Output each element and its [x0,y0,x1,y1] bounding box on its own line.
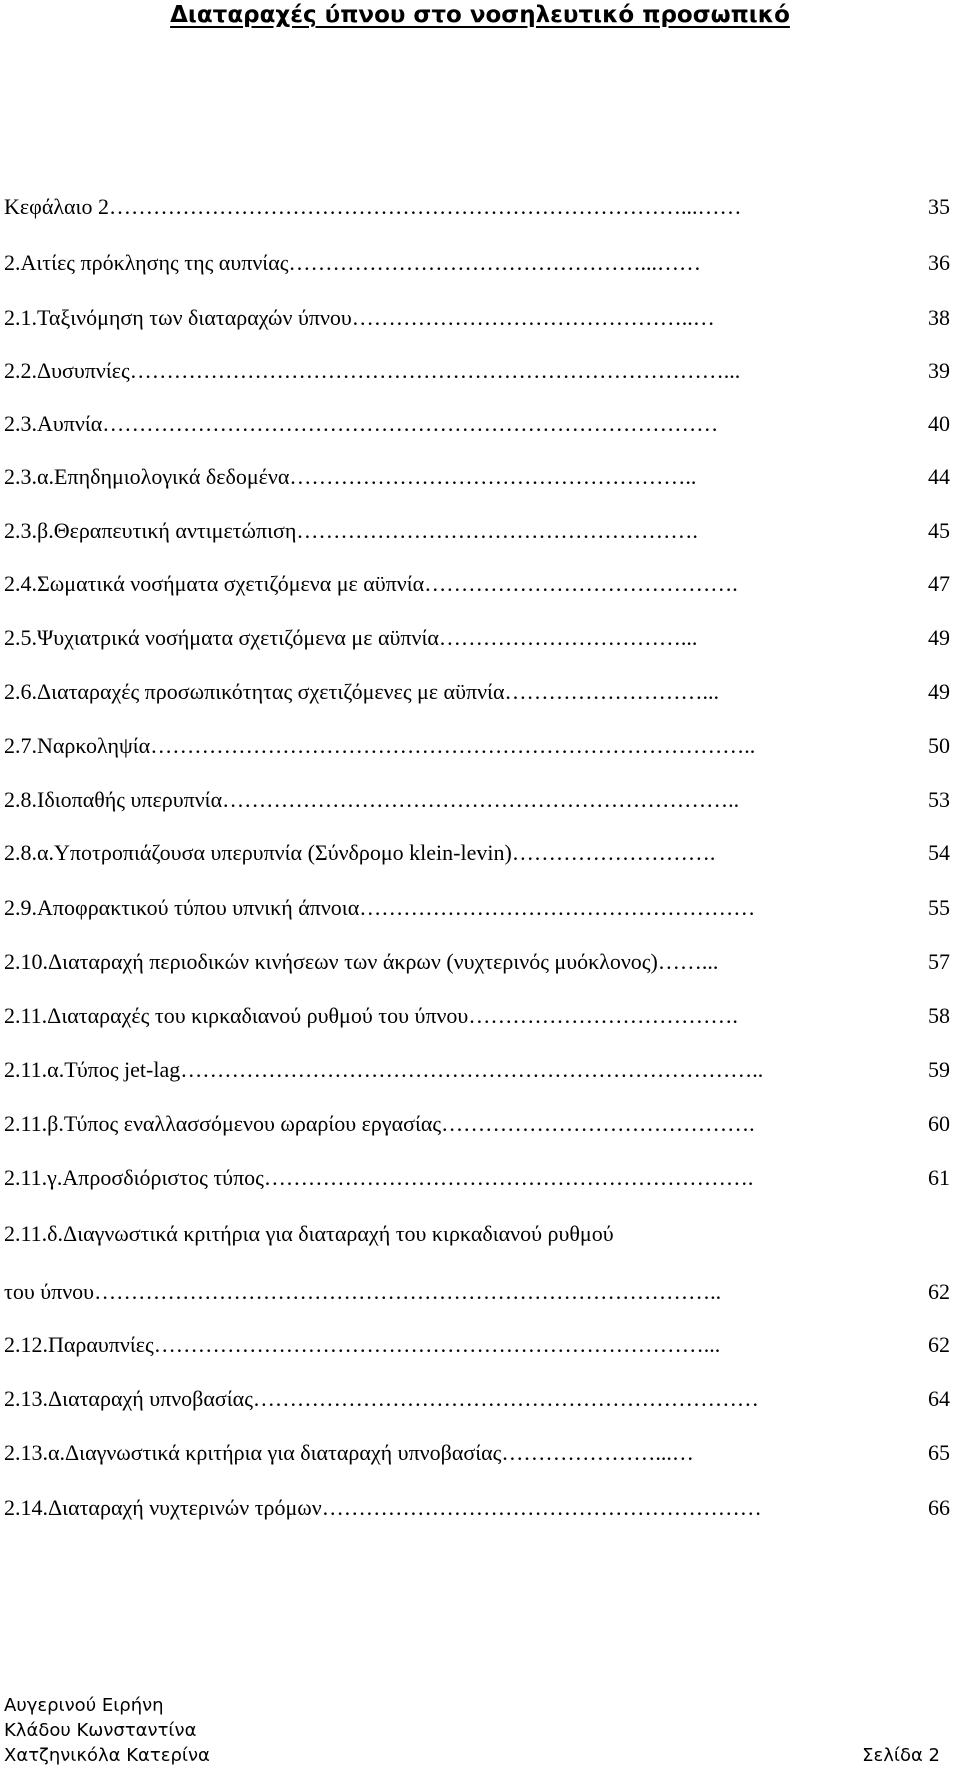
toc-entry [4,350,950,384]
toc-entry [4,1378,950,1412]
toc-entry-title: 2.11.Διαταραχές του κιρκαδιανού ρυθμού του ύπνου [4,1003,469,1028]
toc-entry-leader: …………………...… [501,1440,694,1465]
toc-entry-leader: ……………………………………………………………………….. [150,733,756,758]
toc-entry-page-number: 49 [928,679,950,704]
toc-entry [4,671,950,705]
toc-entry [4,186,950,220]
toc-entry-page-number: 62 [928,1332,950,1357]
toc-entry [4,1157,950,1191]
toc-entry-page-number: 55 [928,895,950,920]
toc-entry-title: 2.13.Διαταραχή υπνοβασίας [4,1386,253,1411]
toc-entry-page-number: 65 [928,1440,950,1465]
toc-entry-title: 2.2.Δυσυπνίες [4,358,130,383]
toc-entry-leader: ……………………………………. [424,571,738,596]
toc-entry-leader: …………………………………………………………… [252,1386,759,1411]
toc-entry-title: 2.8.α.Υποτροπιάζουσα υπερυπνία (Σύνδρομο klein-levin) [4,840,512,865]
toc-entry-leader: ………………………………………………………………………….. [94,1279,722,1304]
toc-entry-page-number: 62 [928,1279,950,1304]
toc-entry-leader: …………………………………………...…… [288,250,701,275]
toc-entry [4,403,950,437]
toc-entry [4,456,950,490]
toc-entry-title: 2.3.α.Επηδημιολογικά δεδομένα [4,464,290,489]
toc-entry-title: 2.11.β.Τύπος εναλλασσόμενου ωραρίου εργασίας [4,1111,442,1136]
toc-entry-page-number: 60 [928,1111,950,1136]
toc-entry-leader: ………………………………………..… [351,305,715,330]
toc-entry [4,725,950,759]
toc-entry [4,779,950,813]
toc-entry-leader: ……………………………………………… [359,895,756,920]
toc-entry-title: 2.6.Διαταραχές προσωπικότητας σχετιζόμενες με αϋπνία [4,679,505,704]
toc-entry-title: 2.9.Αποφρακτικού τύπου υπνική άπνοια [4,895,360,920]
toc-entry [4,1213,614,1247]
toc-entry-page-number: 47 [928,571,950,596]
toc-entry-leader: ……... [657,949,719,974]
page-footer [4,1693,940,1768]
toc-entry-title: 2.10.Διαταραχή περιοδικών κινήσεων των άκρων (νυχτερινός μυόκλονος) [4,949,658,974]
toc-entry [4,1271,950,1305]
toc-entry-title: 2.3.β.Θεραπευτική αντιμετώπιση [4,518,297,543]
toc-entry [4,832,950,866]
toc-entry-title: 2.3.Αυπνία [4,411,103,436]
toc-entry-leader: ……………………………………………….. [289,464,697,489]
toc-entry [4,1432,950,1466]
toc-entry-leader: …………………………………………………………………….. [180,1057,764,1082]
toc-entry [4,1487,950,1521]
toc-entry [4,617,950,651]
toc-entry-leader: ………………………………. [468,1003,738,1028]
toc-entry-page-number: 59 [928,1057,950,1082]
toc-entry-title: 2.14.Διαταραχή νυχτερινών τρόμων [4,1495,322,1520]
footer-author-2: Κλάδου Κωνσταντίνα [4,1720,197,1741]
toc-entry [4,297,950,331]
toc-entry-title: 2.7.Ναρκοληψία [4,733,151,758]
toc-entry-leader: …………………………………………………………. [263,1165,754,1190]
toc-entry-leader: ……………………………………. [441,1111,755,1136]
toc-entry-page-number: 50 [928,733,950,758]
toc-entry-page-number: 58 [928,1003,950,1028]
toc-entry-page-number: 44 [928,464,950,489]
toc-entry-title: 2.13.α.Διαγνωστικά κριτήρια για διαταραχή υπνοβασίας [4,1440,502,1465]
toc-entry-leader: ………………………………………………. [296,518,698,543]
toc-entry-page-number: 53 [928,787,950,812]
footer-author-1: Αυγερινού Ειρήνη [4,1695,164,1716]
toc-entry-page-number: 35 [928,194,950,219]
toc-entry [4,242,950,276]
toc-entry-leader: ……………………………………………………………………...…… [108,194,742,219]
toc-entry [4,941,950,975]
toc-entry-title: 2.1.Ταξινόμηση των διαταραχών ύπνου [4,305,352,330]
toc-entry-page-number: 61 [928,1165,950,1190]
toc-entry-page-number: 64 [928,1386,950,1411]
toc-entry-page-number: 36 [928,250,950,275]
toc-entry-leader: ………………………………………………………………………… [102,411,719,436]
toc-entry [4,995,950,1029]
toc-entry-page-number: 45 [928,518,950,543]
toc-entry-leader: ………………………. [511,840,716,865]
toc-entry-title: 2.5.Ψυχιατρικά νοσήματα σχετιζόμενα με αϋπνία [4,625,439,650]
toc-entry-page-number: 38 [928,305,950,330]
toc-entry-title: 2.11.α.Τύπος jet-lag [4,1057,181,1082]
toc-entry-title: 2.Αιτίες πρόκλησης της αυπνίας [4,250,289,275]
toc-entry [4,1324,950,1358]
toc-entry-page-number: 54 [928,840,950,865]
toc-entry [4,510,950,544]
toc-entry-leader: ……………………………... [438,625,698,650]
toc-entry-title: 2.12.Παραυπνίες [4,1332,154,1357]
footer-page-number: Σελίδα 2 [862,1745,940,1766]
footer-author-3: Χατζηνικόλα Κατερίνα [4,1745,210,1766]
toc-entry-page-number: 49 [928,625,950,650]
toc-entry [4,563,950,597]
toc-entry-leader: …………………………………………………………….. [222,787,740,812]
toc-entry-title: 2.4.Σωματικά νοσήματα σχετιζόμενα με αϋπνία [4,571,425,596]
toc-entry-page-number: 39 [928,358,950,383]
toc-entry-title: 2.11.γ.Απροσδιόριστος τύπος [4,1165,264,1190]
toc-entry-leader: ………………………... [504,679,719,704]
toc-entry [4,887,950,921]
page-title: Διαταραχές ύπνου στο νοσηλευτικό προσωπικό [170,2,790,28]
toc-entry-leader: …………………………………………………………………... [153,1332,721,1357]
toc-entry-leader: …………………………………………………… [321,1495,762,1520]
toc-entry-title: Κεφάλαιο 2 [4,194,109,219]
toc-entry-title: 2.8.Ιδιοπαθής υπερυπνία [4,787,223,812]
toc-entry-page-number: 57 [928,949,950,974]
toc-entry [4,1049,950,1083]
toc-entry-page-number: 66 [928,1495,950,1520]
toc-entry-title: 2.11.δ.Διαγνωστικά κριτήρια για διαταραχή του κιρκαδιανού ρυθμού [4,1221,614,1246]
toc-entry [4,1103,950,1137]
toc-entry-title: του ύπνου [4,1279,95,1304]
toc-entry-leader: ………………………………………………………………………... [129,358,741,383]
toc-entry-page-number: 40 [928,411,950,436]
